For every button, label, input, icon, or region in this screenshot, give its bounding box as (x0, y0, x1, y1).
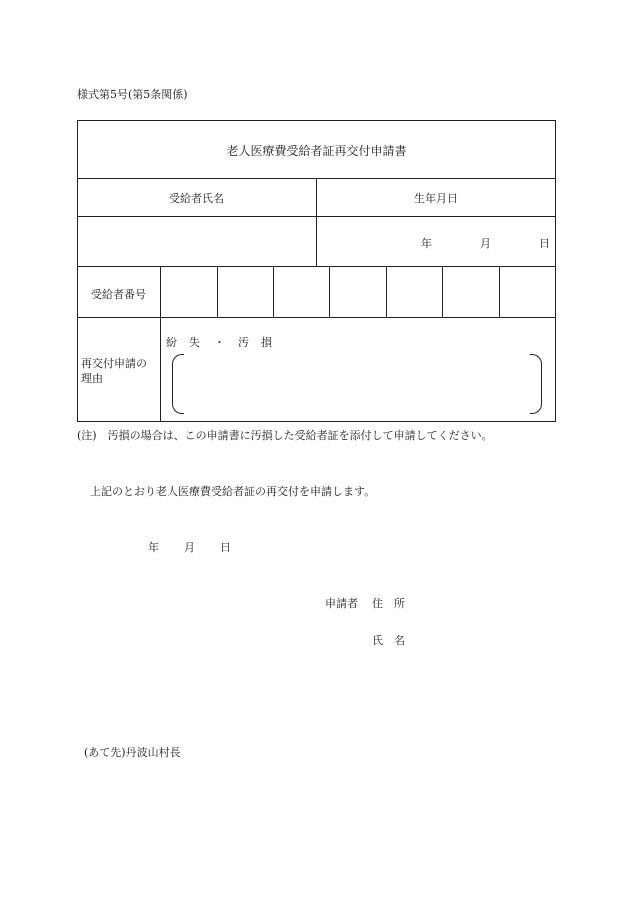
applicant-name-label: 氏 名 (372, 634, 405, 647)
date-day-label: 日 (220, 541, 231, 554)
reason-option-separator: ・ (214, 336, 225, 349)
number-digit-cell[interactable] (500, 267, 555, 317)
form-title: 老人医療費受給者証再交付申請書 (226, 144, 407, 158)
application-statement: 上記のとおり老人医療費受給者証の再交付を申請します。 (90, 485, 376, 498)
number-digit-cell[interactable] (218, 267, 273, 317)
addressee: (あて先)丹波山村長 (84, 746, 181, 759)
name-label: 受給者氏名 (169, 192, 224, 205)
date-month-label: 月 (184, 541, 195, 554)
reason-label-line2: 理由 (81, 372, 103, 385)
note-text: (注) 汚損の場合は、この申請書に汚損した受給者証を添付して申請してください。 (77, 429, 493, 442)
reason-label-line1: 再交付申請の (81, 357, 147, 370)
birthdate-day-label: 日 (539, 237, 550, 250)
applicant-address-label: 住 所 (372, 597, 405, 610)
reason-option-loss-1[interactable]: 紛 (166, 336, 177, 349)
form-number: 様式第5号(第5条関係) (77, 88, 188, 101)
birthdate-field[interactable] (317, 217, 555, 266)
birthdate-year-label: 年 (421, 237, 432, 250)
right-bracket (530, 354, 542, 414)
birthdate-label: 生年月日 (414, 192, 458, 205)
reason-option-loss-2[interactable]: 失 (189, 336, 200, 349)
left-bracket (172, 354, 184, 414)
recipient-name-field[interactable] (78, 217, 316, 266)
reason-detail-field[interactable] (186, 356, 528, 412)
reason-option-damage-1[interactable]: 汚 (238, 336, 249, 349)
number-digit-cell[interactable] (330, 267, 386, 317)
applicant-label: 申請者 (325, 597, 358, 610)
date-year-label: 年 (148, 541, 159, 554)
row-divider (77, 317, 556, 318)
number-digit-cell[interactable] (161, 267, 217, 317)
birthdate-month-label: 月 (480, 237, 491, 250)
recipient-number-label: 受給者番号 (91, 288, 146, 301)
reason-option-damage-2[interactable]: 損 (261, 336, 272, 349)
number-digit-cell[interactable] (387, 267, 442, 317)
number-digit-cell[interactable] (443, 267, 499, 317)
number-digit-cell[interactable] (274, 267, 329, 317)
